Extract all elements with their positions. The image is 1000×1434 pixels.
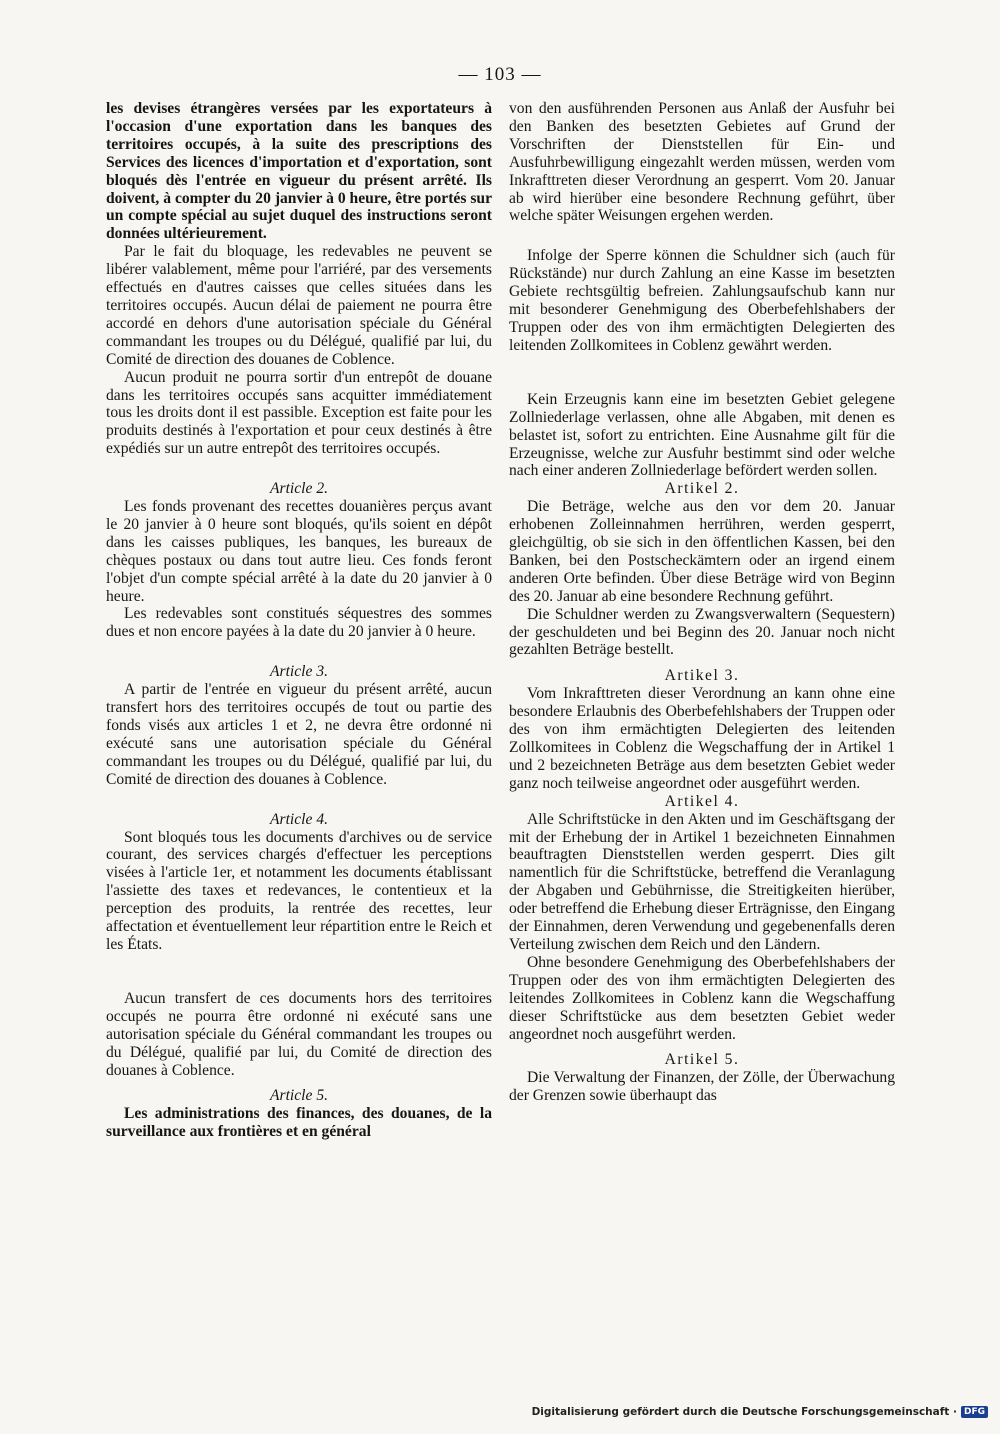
- fr-paragraph-3: Aucun produit ne pourra sortir d'un entrepôt de douane dans les territoires occupés sans acquitter immédiatement tous les droits dont il est passible. Exception est faite pour les produits destinés à l'exportation et pour ceux destinés à être expédiés sur un autre entrepôt des territoires occupés.: [106, 368, 492, 458]
- footer-text: Digitalisierung gefördert durch die Deutsche Forschungsgemeinschaft ·: [531, 1406, 957, 1418]
- fr-paragraph-1: les devises étrangères versées par les exportateurs à l'occasion d'une exportation dans les banques des territoires occupés, à la suite des prescriptions des Services des licences d'importation et d'exportation, sont bloqués dès l'entrée en vigueur du présent arrêté. Ils doivent, à compter du 20 janvier à 0 heure, être portés sur un compte spécial au sujet duquel des instructions seront données ultérieurement.: [106, 100, 492, 243]
- de-paragraph-2: Infolge der Sperre können die Schuldner sich (auch für Rückstände) nur durch Zahlung an eine Kasse im besetzten Gebiete rechtsgültig befreien. Zahlungsaufschub kann nur mit besonderer Genehmigung des Oberbefehlshabers der Truppen oder des von ihm ermächtigten Delegierten des leitenden Zollkomitees in Coblenz gewährt werden.: [509, 247, 895, 354]
- de-article-2-heading: Artikel 2.: [664, 480, 740, 498]
- page-number: — 103 —: [458, 64, 542, 85]
- de-paragraph-9: Die Verwaltung der Finanzen, der Zölle, der Überwachung der Grenzen sowie überhaupt das: [509, 1069, 895, 1105]
- de-paragraph-3: Kein Erzeugnis kann eine im besetzten Gebiet gelegene Zollniederlage verlassen, ohne alle Abgaben, mit denen es belastet ist, sofort zu entrichten. Eine Ausnahme gilt für die Erzeugnisse, welche zur Ausfuhr bestimmt sind oder welche nach einer anderen Zollniederlage befördert werden sollen.: [509, 390, 895, 480]
- fr-paragraph-9: Les administrations des finances, des douanes, de la surveillance aux frontières et en général: [106, 1105, 492, 1141]
- digitization-footer: [532, 1406, 988, 1418]
- fr-paragraph-5: Les redevables sont constitués séquestres des sommes dues et non encore payées à la date du 20 janvier à 0 heure.: [106, 605, 492, 641]
- de-article-3-heading: Artikel 3.: [664, 667, 740, 685]
- de-paragraph-6: Vom Inkrafttreten dieser Verordnung an kann ohne eine besondere Erlaubnis des Oberbefehlshabers der Truppen oder des von ihm ermächtigten Delegierten des leitenden Zollkomitees in Coblenz die Wegschaffung der in Artikel 1 und 2 bezeichneten Beträge aus dem besetzten Gebiet weder ganz noch teilweise angeordnet oder ausgeführt werden.: [509, 685, 895, 792]
- fr-article-4-heading: Article 4.: [269, 810, 329, 828]
- de-paragraph-5: Die Schuldner werden zu Zwangsverwaltern (Sequestern) der geschuldeten und bei Beginn des 20. Januar noch nicht gezahlten Beträge bestellt.: [509, 605, 895, 659]
- dfg-logo: DFG: [961, 1406, 988, 1418]
- french-column: [106, 100, 492, 1141]
- de-paragraph-8: Ohne besondere Genehmigung des Oberbefehlshabers der Truppen oder des von ihm ermächtigten Delegierten des leitendes Zollkomitees in Coblenz kann die Wegschaffung dieser Schriftstücke aus dem besetzten Gebiet weder angeordnet noch ausgeführt werden.: [509, 953, 895, 1043]
- de-article-5-heading: Artikel 5.: [664, 1051, 740, 1069]
- fr-article-2-heading: Article 2.: [269, 480, 329, 498]
- de-paragraph-1: von den ausführenden Personen aus Anlaß der Ausfuhr bei den Banken des besetzten Gebietes auf Grund der Vorschriften der Dienststellen für Ein- und Ausfuhrbewilligung eingezahlt werden müssen, werden vom Inkrafttreten dieser Verordnung an gesperrt. Vom 20. Januar ab wird hierüber eine besondere Rechnung geführt, über welche später Weisungen ergehen werden.: [509, 100, 895, 225]
- fr-paragraph-2: Par le fait du bloquage, les redevables ne peuvent se libérer valablement, même pour l'arriéré, par des versements effectués en d'autres caisses que celles situées dans les territoires occupés. Aucun délai de paiement ne pourra être accordé en dehors d'une autorisation spéciale du Général commandant les troupes ou du Délégué, qualifié par lui, du Comité de direction des douanes de Coblence.: [106, 243, 492, 368]
- fr-paragraph-8: Aucun transfert de ces documents hors des territoires occupés ne pourra être ordonné ni exécuté sans une autorisation spéciale du Général commandant les troupes ou du Délégué, qualifié par lui, du Comité de direction des douanes à Coblence.: [106, 989, 492, 1079]
- fr-paragraph-6: A partir de l'entrée en vigueur du présent arrêté, aucun transfert hors des territoires occupés de tout ou partie des fonds visés aux articles 1 et 2, ne devra être ordonné ni exécuté sans une autorisation spéciale du Général commandant les troupes ou du Délégué, qualifié par lui, du Comité de direction des douanes à Coblence.: [106, 681, 492, 788]
- de-article-4-heading: Artikel 4.: [664, 792, 740, 810]
- fr-article-5-heading: Article 5.: [269, 1087, 329, 1105]
- fr-paragraph-4: Les fonds provenant des recettes douanières perçus avant le 20 janvier à 0 heure sont bloqués, qu'ils soient en dépôt dans les caisses publiques, les banques, les bureaux de chèques postaux ou dans tout autre lieu. Ces fonds feront l'objet d'un compte spécial arrêté à la date du 20 janvier à 0 heure.: [106, 498, 492, 605]
- fr-article-3-heading: Article 3.: [269, 663, 329, 681]
- de-paragraph-7: Alle Schriftstücke in den Akten und im Geschäftsgang der mit der Erhebung der in Artikel 1 bezeichneten Einnahmen beauftragten Dienststellen werden gesperrt. Dies gilt namentlich für die Schriftstücke, betreffend die Veranlagung der Abgaben und Gebührnisse, die Streitigkeiten hierüber, oder betreffend die Erhebung dieser Erträgnisse, den Eingang der Einnahmen, deren Verwendung und gegebenenfalls deren Verteilung zwischen dem Reich und den Ländern.: [509, 810, 895, 953]
- fr-paragraph-7: Sont bloqués tous les documents d'archives ou de service courant, des services chargés d'effectuer les perceptions visées à l'article 1er, et notamment les documents établissant l'assiette des taxes et redevances, le contentieux et la perception des produits, la rentrée des recettes, leur affectation et éventuellement leur répartition entre le Reich et les États.: [106, 828, 492, 953]
- german-column: [509, 100, 895, 1105]
- de-paragraph-4: Die Beträge, welche aus den vor dem 20. Januar erhobenen Zolleinnahmen herrühren, werden gesperrt, gleichgültig, ob sie sich in den öffentlichen Kassen, bei den Banken, bei den Postscheckämtern oder an irgend einem anderen Orte befinden. Über diese Beträge wird von Beginn des 20. Januar ab eine besondere Rechnung geführt.: [509, 498, 895, 605]
